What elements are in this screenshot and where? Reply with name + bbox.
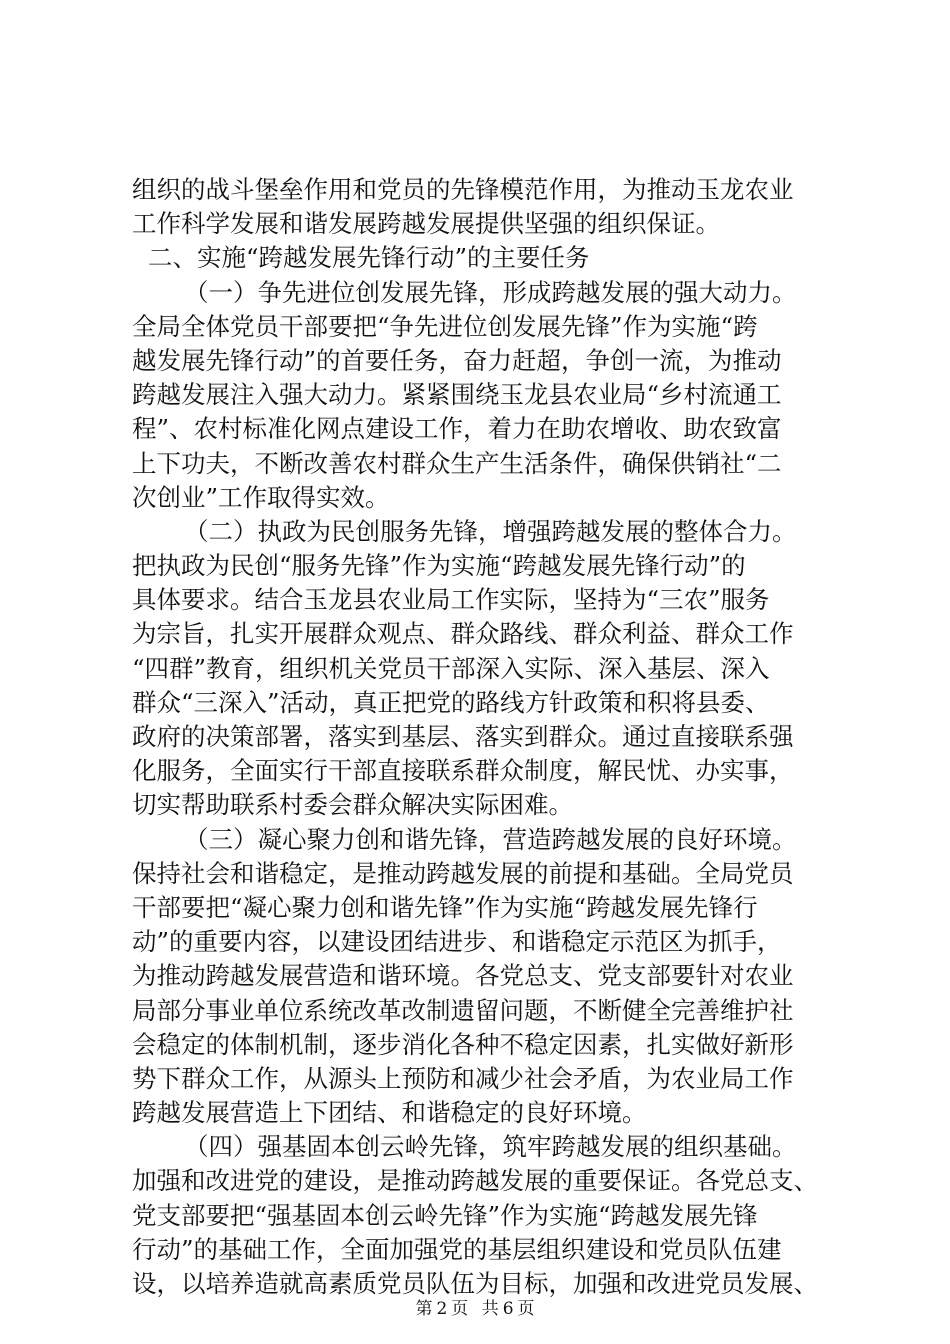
text-line: 党支部要把“强基固本创云岭先锋”作为实施“跨越发展先锋 [132, 1200, 758, 1230]
page-suffix: 页 [451, 1299, 469, 1319]
section-heading: 二、实施“跨越发展先锋行动”的主要任务 [148, 243, 590, 273]
document-body [132, 173, 832, 1301]
text-line: 行动”的基础工作，全面加强党的基层组织建设和党员队伍建 [132, 1234, 782, 1264]
text-line: 设，以培养造就高素质党员队伍为目标，加强和改进党员发展、 [132, 1269, 818, 1298]
total-pages: 6 [502, 1299, 514, 1319]
text-line: 切实帮助联系村委会群众解决实际困难。 [132, 790, 573, 820]
text-line: 保持社会和谐稳定，是推动跨越发展的前提和基础。全局党员 [132, 858, 794, 888]
text-line: 跨越发展注入强大动力。紧紧围绕玉龙县农业局“乡村流通工 [132, 380, 782, 410]
text-line: 势下群众工作，从源头上预防和减少社会矛盾，为农业局工作 [132, 1063, 794, 1093]
text-line: 全局全体党员干部要把“争先进位创发展先锋”作为实施“跨 [132, 311, 758, 341]
text-line: 次创业”工作取得实效。 [132, 482, 390, 512]
subsection-heading: （三）凝心聚力创和谐先锋，营造跨越发展的良好环境。 [184, 824, 797, 854]
text-line: 程”、农村标准化网点建设工作，着力在助农增收、助农致富 [132, 414, 782, 444]
page-footer [0, 1294, 950, 1319]
total-pages-label [480, 1299, 537, 1319]
text-line: 化服务，全面实行干部直接联系群众制度，解民忧、办实事， [132, 756, 794, 786]
subsection-heading: （二）执政为民创服务先锋，增强跨越发展的整体合力。 [184, 516, 797, 546]
total-suffix: 页 [517, 1299, 535, 1319]
subsection-heading: （一）争先进位创发展先锋，形成跨越发展的强大动力。 [184, 277, 797, 307]
text-line: “四群”教育，组织机关党员干部深入实际、深入基层、深入 [132, 653, 770, 683]
text-line: 为推动跨越发展营造和谐环境。各党总支、党支部要针对农业 [132, 961, 794, 991]
text-line: 越发展先锋行动”的首要任务，奋力赶超，争创一流，为推动 [132, 345, 782, 375]
page-prefix: 第 [415, 1299, 433, 1319]
page-number-label [413, 1299, 470, 1319]
text-line: 跨越发展营造上下团结、和谐稳定的良好环境。 [132, 1098, 647, 1128]
text-line: 上下功夫，不断改善农村群众生产生活条件，确保供销社“二 [132, 448, 782, 478]
text-line: 工作科学发展和谐发展跨越发展提供坚强的组织保证。 [132, 209, 720, 239]
text-line: 政府的决策部署，落实到基层、落实到群众。通过直接联系强 [132, 722, 794, 751]
total-prefix: 共 [481, 1299, 499, 1319]
subsection-heading: （四）强基固本创云岭先锋，筑牢跨越发展的组织基础。 [184, 1132, 797, 1162]
text-line: 加强和改进党的建设，是推动跨越发展的重要保证。各党总支、 [132, 1166, 818, 1196]
text-line: 为宗旨，扎实开展群众观点、群众路线、群众利益、群众工作 [132, 619, 794, 649]
page-number: 2 [436, 1299, 448, 1319]
text-line: 会稳定的体制机制，逐步消化各种不稳定因素，扎实做好新形 [132, 1029, 794, 1059]
text-line: 干部要把“凝心聚力创和谐先锋”作为实施“跨越发展先锋行 [132, 892, 758, 922]
text-line: 组织的战斗堡垒作用和党员的先锋模范作用，为推动玉龙农业 [132, 175, 794, 204]
text-line: 具体要求。结合玉龙县农业局工作实际，坚持为“三农”服务 [132, 585, 770, 615]
text-line: 动”的重要内容，以建设团结进步、和谐稳定示范区为抓手， [132, 927, 782, 957]
text-line: 群众“三深入”活动，真正把党的路线方针政策和积将县委、 [132, 687, 770, 717]
text-line: 局部分事业单位系统改革改制遗留问题，不断健全完善维护社 [132, 995, 794, 1025]
text-line: 把执政为民创“服务先锋”作为实施“跨越发展先锋行动”的 [132, 551, 746, 581]
